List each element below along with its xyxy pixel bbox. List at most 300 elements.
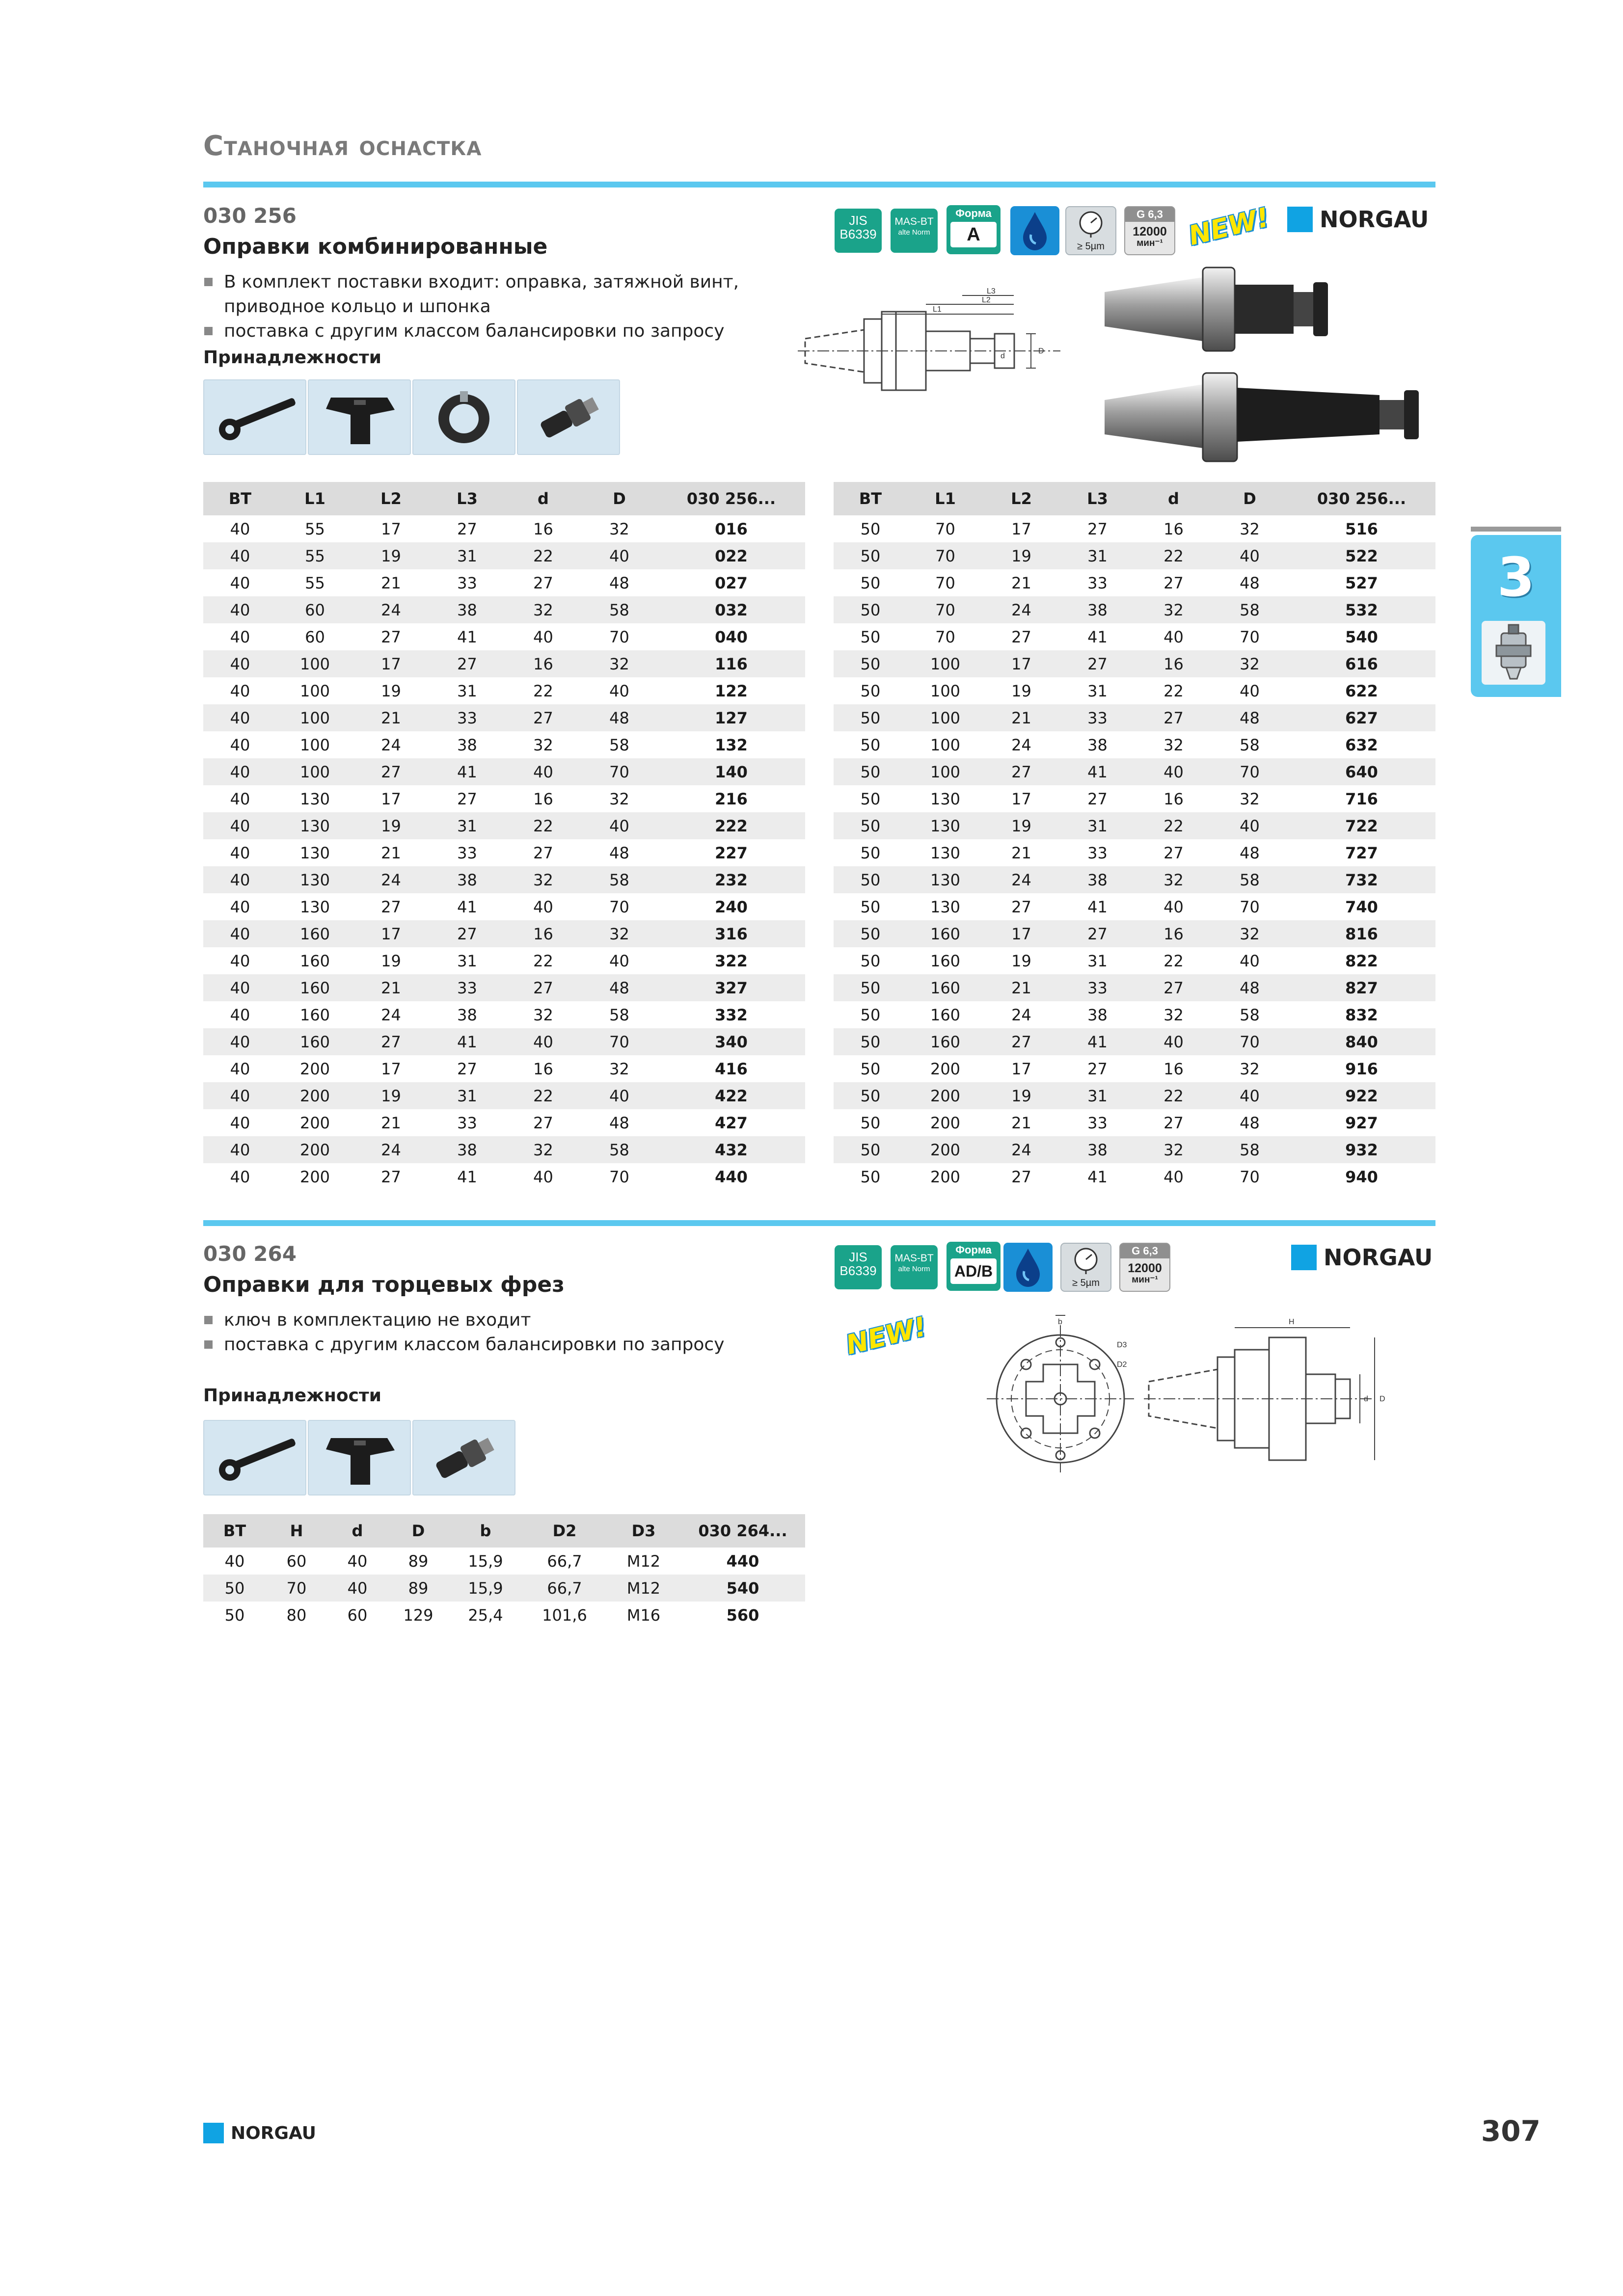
- accessory-key-thumbnail[interactable]: [308, 1420, 411, 1495]
- table-cell: 200: [299, 1059, 330, 1078]
- table-cell: 48: [581, 974, 657, 1001]
- table-cell: 160: [930, 951, 961, 970]
- table-cell: 38: [1087, 735, 1108, 754]
- table-row: [834, 866, 1435, 893]
- table-row: [834, 1109, 1435, 1136]
- table-cell: 27: [1163, 1113, 1184, 1132]
- coolant-drop-badge: [1003, 1243, 1053, 1292]
- table-cell: M12: [607, 1575, 680, 1602]
- table-cell: 50: [860, 789, 881, 808]
- table-cell: 70: [1212, 1028, 1288, 1055]
- accessory-retention-screw-thumbnail[interactable]: [517, 379, 620, 455]
- table-row: [834, 758, 1435, 785]
- table-cell: 27: [381, 897, 401, 916]
- table-cell: 101,6: [542, 1605, 587, 1625]
- table-cell: 31: [1087, 681, 1108, 700]
- table-cell: 24: [983, 1136, 1059, 1163]
- table-cell: 40: [230, 843, 250, 862]
- table-cell: 21: [983, 704, 1059, 731]
- table-cell: 41: [457, 627, 477, 646]
- article-number-cell: 916: [1345, 1059, 1378, 1078]
- article-number-cell: 016: [715, 519, 748, 538]
- table-cell: 160: [277, 1028, 353, 1055]
- table-cell: 58: [1212, 866, 1288, 893]
- table-cell: 100: [907, 704, 983, 731]
- table-row: [834, 893, 1435, 920]
- article-number-cell: 222: [657, 812, 805, 839]
- table-cell: 41: [457, 897, 477, 916]
- table-cell: 41: [1087, 627, 1108, 646]
- table-cell: 40: [230, 627, 250, 646]
- table-cell: 27: [353, 758, 429, 785]
- table-cell: 48: [1240, 573, 1260, 592]
- table-cell: 70: [581, 1028, 657, 1055]
- table-row: [834, 1136, 1435, 1163]
- table-row: [203, 542, 805, 569]
- product2-divider: [203, 1220, 1435, 1226]
- table-cell: 58: [1212, 596, 1288, 623]
- table-row: [834, 650, 1435, 677]
- retention-screw-icon: [413, 1421, 514, 1495]
- table-cell: 32: [609, 519, 629, 538]
- table-header-row: [834, 482, 1435, 515]
- table-cell: 19: [1011, 951, 1031, 970]
- col-header-d3: D3: [607, 1514, 680, 1548]
- table-cell: 55: [277, 542, 353, 569]
- table-cell: 40: [230, 897, 250, 916]
- article-number-cell: 540: [1345, 627, 1378, 646]
- table-cell: 32: [1240, 519, 1260, 538]
- feature-item: В комплект поставки входит: оправка, затяжной винт,: [203, 270, 792, 294]
- table-row: [203, 1136, 805, 1163]
- table-cell: 40: [581, 542, 657, 569]
- section-tab[interactable]: [1471, 535, 1561, 697]
- article-number-cell: 422: [657, 1082, 805, 1109]
- feature-item: поставка с другим классом балансировки по запросу: [203, 1333, 792, 1357]
- table-cell: 200: [930, 1113, 961, 1132]
- article-number-cell: 216: [715, 789, 748, 808]
- table-cell: 160: [907, 920, 983, 947]
- article-number-cell: 332: [715, 1005, 748, 1024]
- table-row: [203, 704, 805, 731]
- table-cell: 40: [230, 681, 250, 700]
- article-number-cell: 416: [715, 1059, 748, 1078]
- dim-h-label: H: [1289, 1318, 1295, 1326]
- table-cell: 32: [1240, 1059, 1260, 1078]
- table-row: [203, 596, 805, 623]
- table-cell: 19: [381, 681, 401, 700]
- article-number-cell: 522: [1288, 542, 1435, 569]
- table-header-row: [203, 1514, 805, 1548]
- accessory-wrench-thumbnail[interactable]: [203, 1420, 306, 1495]
- article-number-cell: 922: [1288, 1082, 1435, 1109]
- table-cell: 17: [381, 789, 401, 808]
- article-number-cell: 616: [1288, 650, 1435, 677]
- table-cell: 22: [1136, 812, 1212, 839]
- table-cell: 160: [277, 974, 353, 1001]
- article-number-cell: 040: [715, 627, 748, 646]
- table-cell: 17: [983, 650, 1059, 677]
- table-cell: 40: [203, 920, 277, 947]
- section-tab-number: 3: [1497, 546, 1535, 609]
- table-cell: 19: [353, 1082, 429, 1109]
- table-cell: 129: [403, 1605, 433, 1625]
- table-cell: 55: [305, 573, 325, 592]
- table-cell: 160: [930, 1005, 961, 1024]
- col-header-D: D: [388, 1514, 449, 1548]
- table-cell: 70: [1240, 897, 1260, 916]
- table-cell: 50: [834, 866, 907, 893]
- article-number-cell: 927: [1345, 1113, 1378, 1132]
- table-row: [203, 1001, 805, 1028]
- coolant-drop-icon: [1003, 1243, 1053, 1292]
- table-cell: 50: [860, 1005, 881, 1024]
- table-cell: 40: [230, 1005, 250, 1024]
- table-cell: 48: [1240, 1113, 1260, 1132]
- product1-accessories-heading: Принадлежности: [203, 347, 382, 368]
- table-cell: 17: [353, 650, 429, 677]
- table-cell: 31: [1059, 1082, 1136, 1109]
- col-header-article: 030 256...: [657, 482, 805, 515]
- table-cell: 48: [609, 1113, 629, 1132]
- table-cell: 17: [381, 1059, 401, 1078]
- table-cell: 40: [203, 1028, 277, 1055]
- table-cell: 27: [1136, 704, 1212, 731]
- table-cell: 32: [1136, 1136, 1212, 1163]
- dial-gauge-icon: [1066, 207, 1115, 238]
- table-cell: 22: [505, 1082, 581, 1109]
- table-cell: 31: [429, 812, 505, 839]
- col-header-l2: L2: [983, 482, 1059, 515]
- article-number-cell: 840: [1288, 1028, 1435, 1055]
- article-number-cell: 227: [715, 843, 748, 862]
- table-row: [203, 1602, 805, 1629]
- table-cell: 38: [457, 1005, 477, 1024]
- table-row: [203, 650, 805, 677]
- table-row: [834, 677, 1435, 704]
- table-cell: 27: [1059, 650, 1136, 677]
- table-cell: 19: [983, 542, 1059, 569]
- table-row: [203, 569, 805, 596]
- table-cell: 80: [286, 1605, 307, 1625]
- table-cell: 48: [1212, 704, 1288, 731]
- table-cell: 50: [860, 951, 881, 970]
- table-cell: 24: [1011, 1005, 1031, 1024]
- article-number-cell: 516: [1345, 519, 1378, 538]
- article-number-cell: 232: [657, 866, 805, 893]
- table-cell: 16: [533, 1059, 553, 1078]
- table-row: [834, 947, 1435, 974]
- table-cell: 70: [609, 1167, 629, 1186]
- article-number-cell: 622: [1345, 681, 1378, 700]
- table-row: [203, 947, 805, 974]
- feature-item-continuation: приводное кольцо и шпонка: [224, 296, 491, 317]
- table-cell: 27: [457, 519, 477, 538]
- table-cell: 40: [230, 1167, 250, 1186]
- table-cell: 50: [834, 596, 907, 623]
- table-cell: 38: [1059, 596, 1136, 623]
- mas-bt-badge: MAS-BT alte Norm: [891, 1245, 938, 1289]
- table-row: [203, 1575, 805, 1602]
- table-cell: 24: [353, 866, 429, 893]
- article-number-cell: 132: [715, 735, 748, 754]
- dim-d2-label: D2: [1117, 1361, 1127, 1369]
- accessory-drive-ring-thumbnail[interactable]: [412, 379, 515, 455]
- table-cell: 27: [1011, 627, 1031, 646]
- table-row: [834, 1001, 1435, 1028]
- table-row: [203, 893, 805, 920]
- table-cell: 70: [907, 596, 983, 623]
- table-cell: 40: [230, 735, 250, 754]
- accessory-wrench-thumbnail[interactable]: [203, 379, 306, 455]
- table-cell: 40: [224, 1551, 245, 1571]
- table-cell: 38: [457, 735, 477, 754]
- table-cell: 41: [1087, 897, 1108, 916]
- table-cell: 33: [1059, 704, 1136, 731]
- table-cell: 15,9: [468, 1551, 503, 1571]
- table-cell: 40: [203, 650, 277, 677]
- table-cell: 50: [860, 843, 881, 862]
- table-row: [203, 758, 805, 785]
- jis-standard-badge: JIS B6339: [835, 209, 882, 253]
- dim-small-d-label: d: [1001, 352, 1005, 360]
- table-cell: 40: [327, 1575, 388, 1602]
- table-cell: 40: [230, 1113, 250, 1132]
- table-cell: 160: [299, 1005, 330, 1024]
- table-row: [834, 1163, 1435, 1190]
- article-number-cell: 140: [657, 758, 805, 785]
- article-number-cell: 240: [715, 897, 748, 916]
- table-cell: 22: [1136, 1082, 1212, 1109]
- product2-technical-drawing: [987, 1310, 1429, 1477]
- table-cell: 32: [609, 1059, 629, 1078]
- table-cell: 55: [305, 519, 325, 538]
- table-cell: 27: [353, 1028, 429, 1055]
- table-cell: 27: [533, 843, 553, 862]
- table-cell: 16: [1163, 1059, 1184, 1078]
- table-cell: 24: [983, 596, 1059, 623]
- footer-brand-logo: NORGAU: [203, 2123, 316, 2143]
- table-cell: 17: [353, 920, 429, 947]
- table-cell: 33: [1087, 1113, 1108, 1132]
- table-cell: 24: [353, 596, 429, 623]
- table-cell: 16: [1163, 519, 1184, 538]
- table-cell: 100: [299, 735, 330, 754]
- table-cell: 19: [353, 812, 429, 839]
- table-cell: 33: [429, 704, 505, 731]
- table-row: [834, 515, 1435, 542]
- table-cell: 32: [1212, 650, 1288, 677]
- table-cell: 130: [277, 866, 353, 893]
- table-cell: 40: [203, 866, 277, 893]
- table-cell: 22: [1136, 542, 1212, 569]
- table-cell: 27: [533, 1113, 553, 1132]
- table-cell: 40: [533, 897, 553, 916]
- table-cell: 58: [581, 1136, 657, 1163]
- dial-gauge-icon: [1061, 1244, 1110, 1274]
- table-cell: 31: [1087, 951, 1108, 970]
- product1-divider: [203, 182, 1435, 187]
- table-cell: 22: [505, 542, 581, 569]
- table-cell: 50: [834, 1028, 907, 1055]
- table-cell: 130: [299, 789, 330, 808]
- table-cell: 130: [907, 866, 983, 893]
- col-header-l2: L2: [353, 482, 429, 515]
- table-cell: 40: [1163, 897, 1184, 916]
- article-number-cell: 727: [1345, 843, 1378, 862]
- brand-square-icon: [1287, 207, 1313, 232]
- table-cell: 50: [834, 920, 907, 947]
- table-row: [834, 731, 1435, 758]
- table-cell: 89: [408, 1551, 429, 1571]
- table-cell: 27: [1059, 920, 1136, 947]
- new-product-tag: NEW!: [842, 1310, 930, 1361]
- product2-title: Оправки для торцевых фрез: [203, 1272, 565, 1297]
- table-cell: 40: [1240, 681, 1260, 700]
- table-cell: 22: [533, 951, 553, 970]
- table-cell: 27: [457, 789, 477, 808]
- table-cell: 48: [1212, 974, 1288, 1001]
- table-cell: 33: [1087, 843, 1108, 862]
- table-cell: 50: [860, 1059, 881, 1078]
- article-number-cell: 632: [1345, 735, 1378, 754]
- article-number-cell: 340: [657, 1028, 805, 1055]
- brand-square-icon: [203, 2123, 224, 2143]
- table-cell: 41: [457, 1167, 477, 1186]
- table-cell: 40: [203, 704, 277, 731]
- table-cell: 27: [381, 1167, 401, 1186]
- table-cell: 40: [203, 812, 277, 839]
- table-cell: 200: [299, 1167, 330, 1186]
- table-cell: 70: [609, 897, 629, 916]
- table-cell: 89: [388, 1575, 449, 1602]
- table-cell: 38: [429, 866, 505, 893]
- table-cell: 40: [1212, 812, 1288, 839]
- table-cell: 70: [1212, 758, 1288, 785]
- table-cell: 22: [1163, 951, 1184, 970]
- table-cell: 40: [230, 951, 250, 970]
- table-cell: 40: [230, 1059, 250, 1078]
- table-cell: 50: [834, 758, 907, 785]
- table-cell: 38: [429, 1136, 505, 1163]
- table-cell: 41: [1087, 1167, 1108, 1186]
- table-cell: 40: [609, 951, 629, 970]
- table-cell: 70: [935, 519, 955, 538]
- article-number-cell: 327: [657, 974, 805, 1001]
- accessory-retention-screw-thumbnail[interactable]: [412, 1420, 515, 1495]
- table-cell: 27: [505, 704, 581, 731]
- table-cell: 100: [277, 758, 353, 785]
- table-cell: 21: [381, 843, 401, 862]
- table-cell: 27: [1011, 1167, 1031, 1186]
- article-number-cell: 627: [1288, 704, 1435, 731]
- table-cell: 19: [353, 542, 429, 569]
- dim-l3-label: L3: [987, 287, 996, 295]
- table-cell: 24: [983, 866, 1059, 893]
- table-cell: 50: [860, 1113, 881, 1132]
- table-row: [203, 839, 805, 866]
- feature-item: поставка с другим классом балансировки по запросу: [203, 319, 792, 344]
- table-cell: 27: [457, 1059, 477, 1078]
- dim-d3-label: D3: [1117, 1341, 1127, 1349]
- table-cell: 27: [1087, 519, 1108, 538]
- table-cell: 16: [1163, 789, 1184, 808]
- table-cell: 31: [429, 1082, 505, 1109]
- col-header-l3: L3: [1059, 482, 1136, 515]
- table-cell: 100: [930, 681, 961, 700]
- article-number-cell: 527: [1345, 573, 1378, 592]
- table-row: [203, 974, 805, 1001]
- table-cell: 70: [609, 627, 629, 646]
- table-cell: 100: [299, 681, 330, 700]
- table-cell: 21: [381, 573, 401, 592]
- table-cell: 21: [353, 704, 429, 731]
- table-cell: 200: [299, 1113, 330, 1132]
- table-cell: 50: [860, 897, 881, 916]
- table-cell: 40: [203, 596, 277, 623]
- table-cell: 48: [1240, 843, 1260, 862]
- article-number-cell: 816: [1288, 920, 1435, 947]
- table-cell: 41: [429, 758, 505, 785]
- table-cell: 40: [505, 1028, 581, 1055]
- col-header-D: D: [581, 482, 657, 515]
- table-cell: 40: [1136, 758, 1212, 785]
- table-cell: 40: [533, 627, 553, 646]
- table-cell: 50: [860, 1167, 881, 1186]
- product2-features: [203, 1308, 792, 1357]
- retention-screw-icon: [518, 380, 619, 454]
- table-cell: 130: [930, 843, 961, 862]
- accessory-key-thumbnail[interactable]: [308, 379, 411, 455]
- product1-technical-drawing: [795, 285, 1070, 417]
- drive-ring-icon: [413, 380, 514, 454]
- table-cell: 25,4: [468, 1605, 503, 1625]
- table-cell: 100: [907, 650, 983, 677]
- table-cell: 40: [203, 758, 277, 785]
- table-cell: 27: [1163, 573, 1184, 592]
- article-number-cell: 822: [1345, 951, 1378, 970]
- table-cell: 130: [299, 843, 330, 862]
- table-cell: 130: [930, 789, 961, 808]
- col-header-l1: L1: [277, 482, 353, 515]
- table-cell: 40: [203, 1082, 277, 1109]
- col-header-D: D: [1212, 482, 1288, 515]
- table-cell: 130: [907, 812, 983, 839]
- table-cell: M16: [626, 1605, 661, 1625]
- table-cell: 70: [935, 573, 955, 592]
- table-cell: 50: [860, 627, 881, 646]
- table-cell: 24: [353, 1136, 429, 1163]
- table-row: [834, 785, 1435, 812]
- table-cell: 130: [930, 897, 961, 916]
- table-cell: 100: [277, 704, 353, 731]
- table-cell: 17: [381, 519, 401, 538]
- table-cell: 33: [1059, 974, 1136, 1001]
- table-cell: 50: [860, 681, 881, 700]
- table-row: [203, 1548, 805, 1575]
- table-cell: 27: [505, 974, 581, 1001]
- page-title: Станочная оснастка: [203, 130, 482, 162]
- table-row: [203, 1082, 805, 1109]
- article-number-cell: 322: [715, 951, 748, 970]
- table-cell: 40: [1240, 951, 1260, 970]
- table-cell: 70: [935, 627, 955, 646]
- col-header-l1: L1: [907, 482, 983, 515]
- product1-title: Оправки комбинированные: [203, 234, 548, 259]
- table-row: [834, 569, 1435, 596]
- product1-features: [203, 270, 792, 344]
- table-cell: 60: [277, 596, 353, 623]
